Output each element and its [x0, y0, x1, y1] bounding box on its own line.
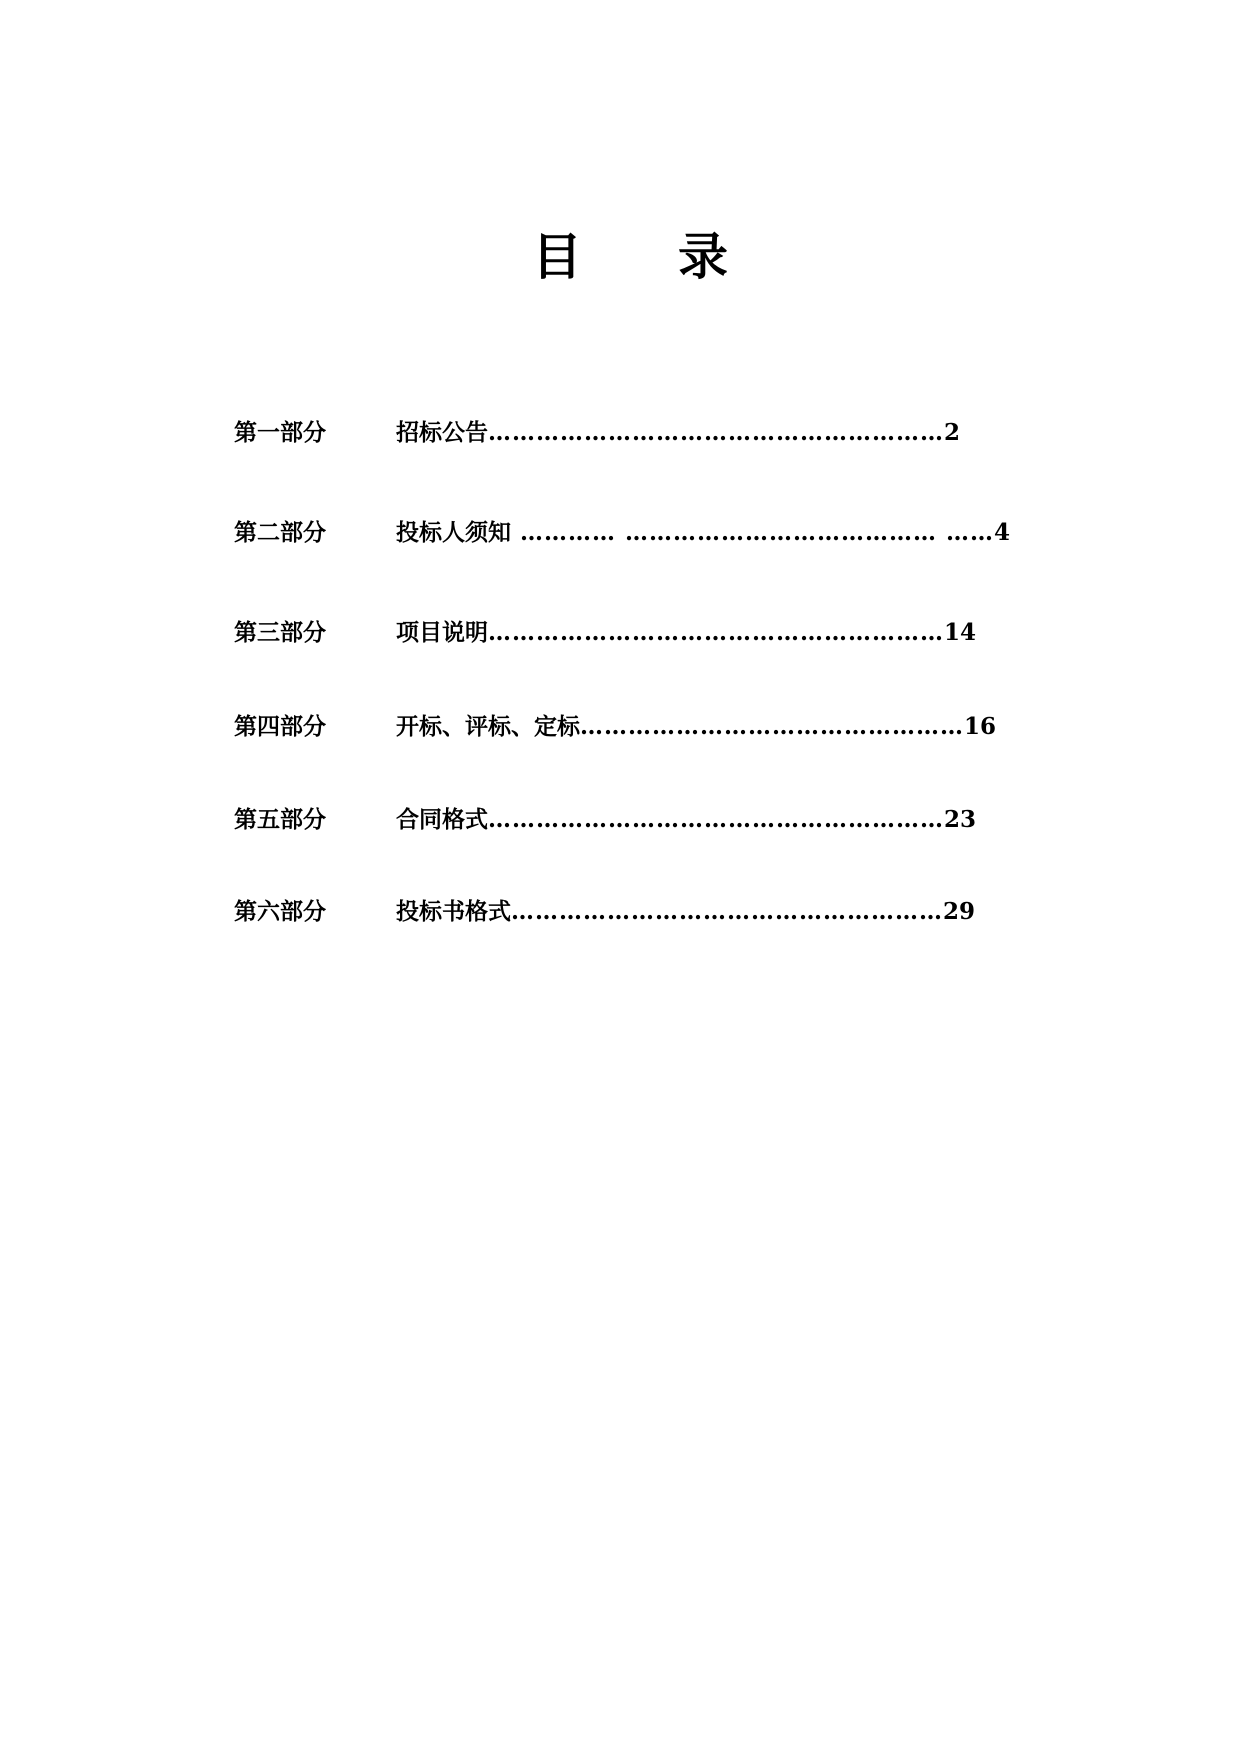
- toc-part-label: 第二部分: [234, 519, 326, 546]
- toc-entry-1[interactable]: [234, 413, 1024, 453]
- toc-dot-leader: ………………………………………………: [511, 898, 943, 925]
- toc-part-label: 第五部分: [234, 806, 326, 833]
- page-title-char-2: 录: [678, 228, 728, 286]
- toc-entry-5[interactable]: [234, 800, 1024, 840]
- toc-part-label: 第一部分: [234, 419, 326, 446]
- toc-title-text: 投标人须知: [396, 519, 511, 546]
- toc-entry-4[interactable]: [234, 707, 1024, 747]
- toc-title-text: 招标公告: [396, 419, 488, 446]
- page-title: [0, 222, 1241, 292]
- toc-title-text: 开标、评标、定标: [396, 713, 580, 740]
- toc-dot-leader: …………………………………………………: [488, 419, 944, 446]
- toc-dot-leader: ………… ………………………………… ……: [511, 519, 995, 546]
- toc-title-text: 合同格式: [396, 806, 488, 833]
- toc-text-line: [396, 892, 975, 932]
- toc-text-line: [396, 513, 1010, 553]
- toc-part-label: 第六部分: [234, 898, 326, 925]
- toc-dot-leader: …………………………………………………: [488, 619, 944, 646]
- toc-entry-3[interactable]: [234, 613, 1024, 653]
- toc-dot-leader: …………………………………………………: [488, 806, 944, 833]
- toc-page-number: 16: [964, 713, 997, 740]
- toc-entry-6[interactable]: [234, 892, 1024, 932]
- toc-title-text: 投标书格式: [396, 898, 511, 925]
- toc-page-number: 29: [943, 898, 976, 925]
- toc-page-number: 14: [944, 619, 977, 646]
- page-title-char-1: 目: [532, 228, 582, 286]
- toc-entry-2[interactable]: [234, 513, 1024, 553]
- toc-text-line: [396, 800, 976, 840]
- toc-text-line: [396, 707, 996, 747]
- toc-part-label: 第三部分: [234, 619, 326, 646]
- toc-page-number: 2: [944, 419, 961, 446]
- toc-text-line: [396, 613, 976, 653]
- toc-page-number: 4: [994, 519, 1011, 546]
- toc-part-label: 第四部分: [234, 713, 326, 740]
- toc-dot-leader: …………………………………………: [580, 713, 964, 740]
- toc-page-number: 23: [944, 806, 977, 833]
- toc-title-text: 项目说明: [396, 619, 488, 646]
- toc-text-line: [396, 413, 960, 453]
